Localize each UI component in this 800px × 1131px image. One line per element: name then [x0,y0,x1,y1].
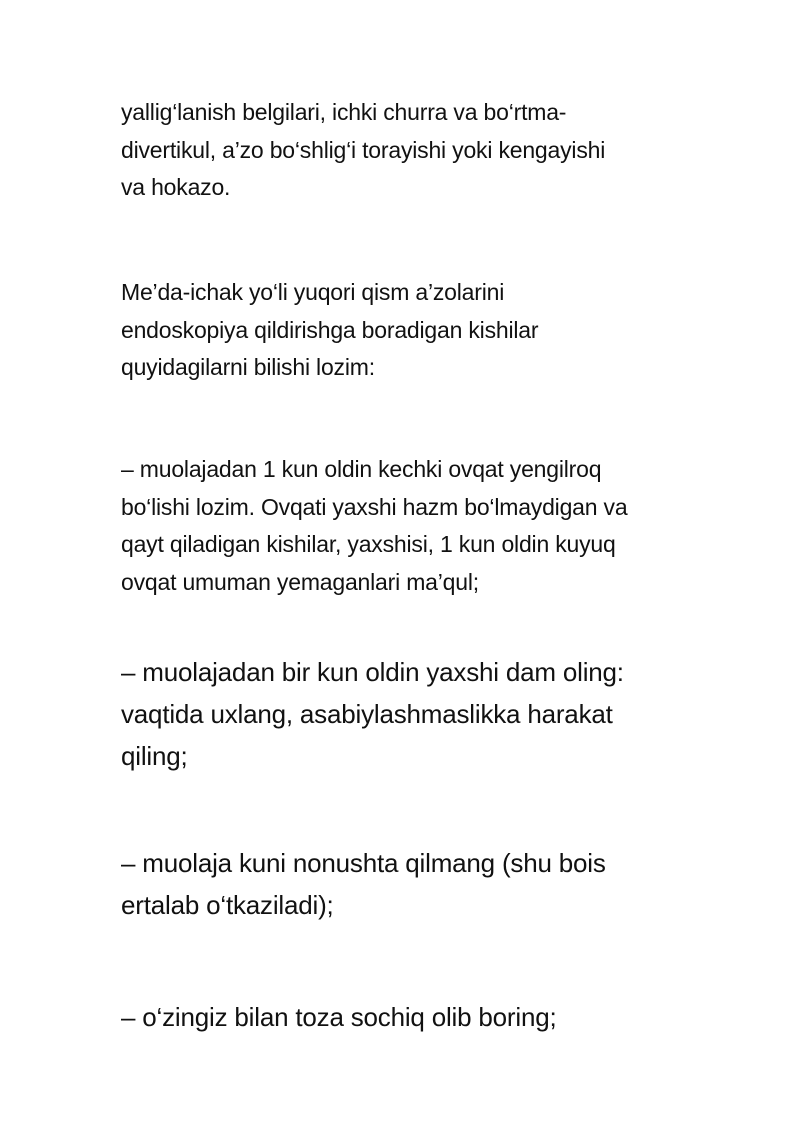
list-item-rest-well [121,651,691,777]
text-line: – muolajadan 1 kun oldin kechki ovqat yengilroq [121,456,602,482]
text-line: qayt qiladigan kishilar, yaxshisi, 1 kun oldin kuyuq [121,531,616,557]
paragraph-inflammation-signs [121,94,691,207]
text-line: bo‘lishi lozim. Ovqati yaxshi hazm bo‘lmaydigan va [121,493,628,520]
list-item-light-dinner [121,451,691,601]
text-line: – muolajadan bir kun oldin yaxshi dam oling: [121,657,624,687]
text-line: Me’da-ichak yo‘li yuqori qism a’zolarini [121,279,505,305]
text-line: yallig‘lanish belgilari, ichki churra va bo‘rtma- [121,99,567,125]
text-line: vaqtida uxlang, asabiylashmaslikka harakat [121,699,613,729]
text-line: – muolaja kuni nonushta qilmang (shu bois [121,848,606,878]
text-line: quyidagilarni bilishi lozim: [121,354,375,380]
text-line: ovqat umuman yemaganlari ma’qul; [121,568,479,595]
text-line: ertalab o‘tkaziladi); [121,890,334,920]
list-item-bring-towel [121,996,691,1038]
text-line: endoskopiya qildirishga boradigan kishilar [121,316,539,343]
text-line: divertikul, a’zo bo‘shlig‘i torayishi yoki kengayishi [121,136,606,163]
text-line: va hokazo. [121,174,231,200]
text-line: qiling; [121,741,188,771]
paragraph-endoscopy-intro [121,274,691,387]
text-line: – o‘zingiz bilan toza sochiq olib boring; [121,1002,557,1032]
list-item-no-breakfast [121,842,691,926]
